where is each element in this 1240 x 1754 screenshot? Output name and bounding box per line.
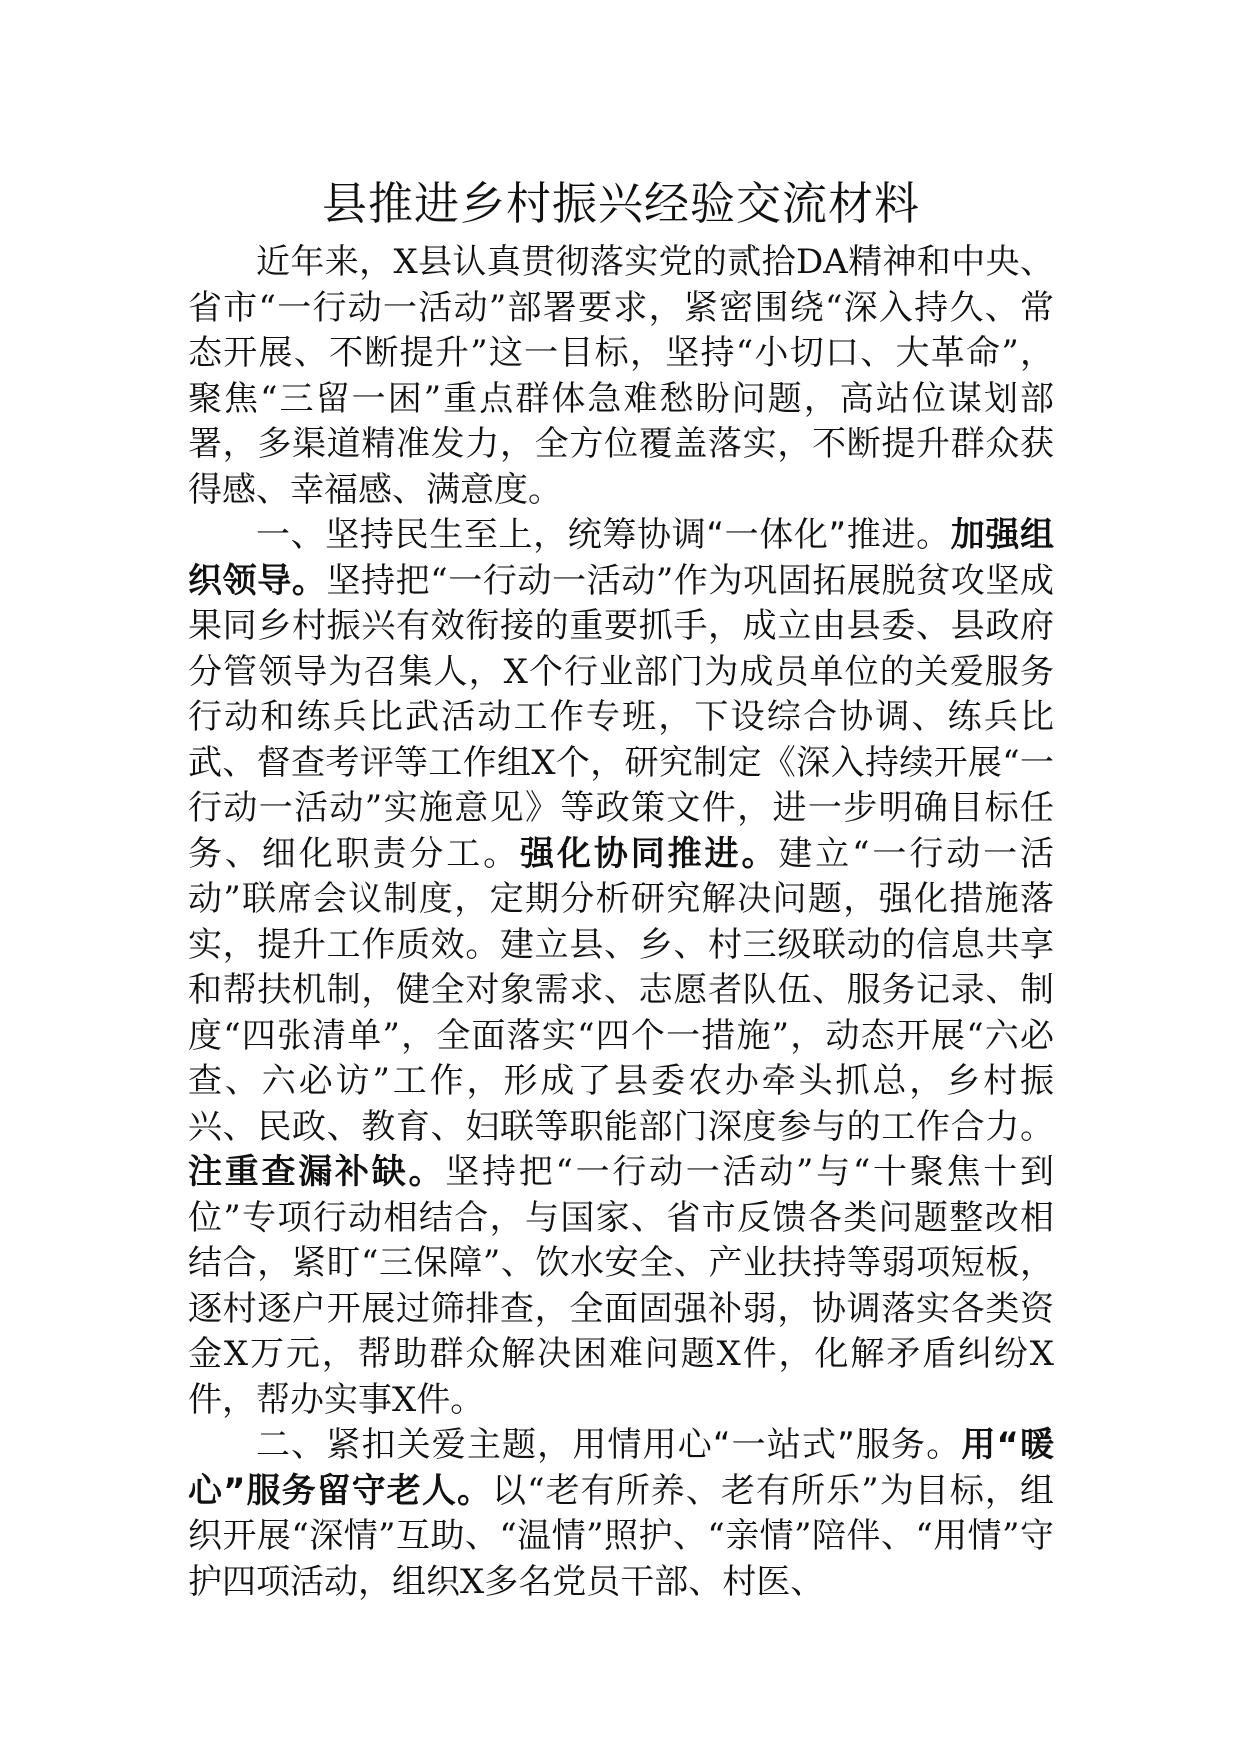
document-title: 县推进乡村振兴经验交流材料: [321, 177, 920, 230]
section-two-point-1-title: 用“暖心”服务留守老人。: [188, 1425, 1054, 1511]
section-two-paragraph: [188, 1423, 1054, 1605]
section-one-point-3-text: 坚持把“一行动一活动”与“十聚焦十到位”专项行动相结合，与国家、省市反馈各类问题整改相结合，紧盯“三保障”、饮水安全、产业扶持等弱项短板，逐村逐户开展过筛排查，全面固强补弱，协调落实各类资金X万元，帮助群众解决困难问题X件，化解矛盾纠纷X件，帮办实事X件。: [188, 1152, 1055, 1420]
section-two-point-1-text: 以“老有所养、老有所乐”为目标，组织开展“深情”互助、“温情”照护、“亲情”陪伴、“用情”守护四项活动，组织X多名党员干部、村医、: [188, 1470, 1054, 1602]
section-two-heading: 二、紧扣关爱主题，用情用心“一站式”服务。: [256, 1425, 962, 1465]
section-one-point-1-text: 坚持把“一行动一活动”作为巩固拓展脱贫攻坚成果同乡村振兴有效衔接的重要抓手，成立由县委、县政府分管领导为召集人，X个行业部门为成员单位的关爱服务行动和练兵比武活动工作专班，下设综合协调、练兵比武、督查考评等工作组X个，研究制定《深入持续开展“一行动一活动”实施意见》等政策文件，进一步明确目标任务、细化职责分工。: [188, 560, 1054, 874]
section-one-point-2-text: 建立“一行动一活动”联席会议制度，定期分析研究解决问题，强化措施落实，提升工作质效。建立县、乡、村三级联动的信息共享和帮扶机制，健全对象需求、志愿者队伍、服务记录、制度“四张清单”，全面落实“四个一措施”，动态开展“六必查、六必访”工作，形成了县委农办牵头抓总，乡村振兴、民政、教育、妇联等职能部门深度参与的工作合力。: [188, 833, 1055, 1147]
intro-paragraph: [188, 240, 1054, 513]
document-body: [188, 240, 1054, 1605]
section-one-paragraph: [188, 513, 1054, 1423]
section-one-point-2-title: 强化协同推进。: [520, 833, 779, 874]
intro-text: 近年来，X县认真贯彻落实党的贰拾DA精神和中央、省市“一行动一活动”部署要求，紧密围绕“深入持久、常态开展、不断提升”这一目标，坚持“小切口、大革命”，聚焦“三留一困”重点群体急难愁盼问题，高站位谋划部署，多渠道精准发力，全方位覆盖落实，不断提升群众获得感、幸福感、满意度。: [188, 242, 1054, 510]
section-one-point-3-title: 注重查漏补缺。: [188, 1152, 446, 1192]
section-one-point-1-title: 加强组织领导。: [188, 515, 1055, 601]
section-one-heading: 一、坚持民生至上，统筹协调“一体化”推进。: [256, 515, 951, 555]
document-page: [188, 0, 1054, 1605]
